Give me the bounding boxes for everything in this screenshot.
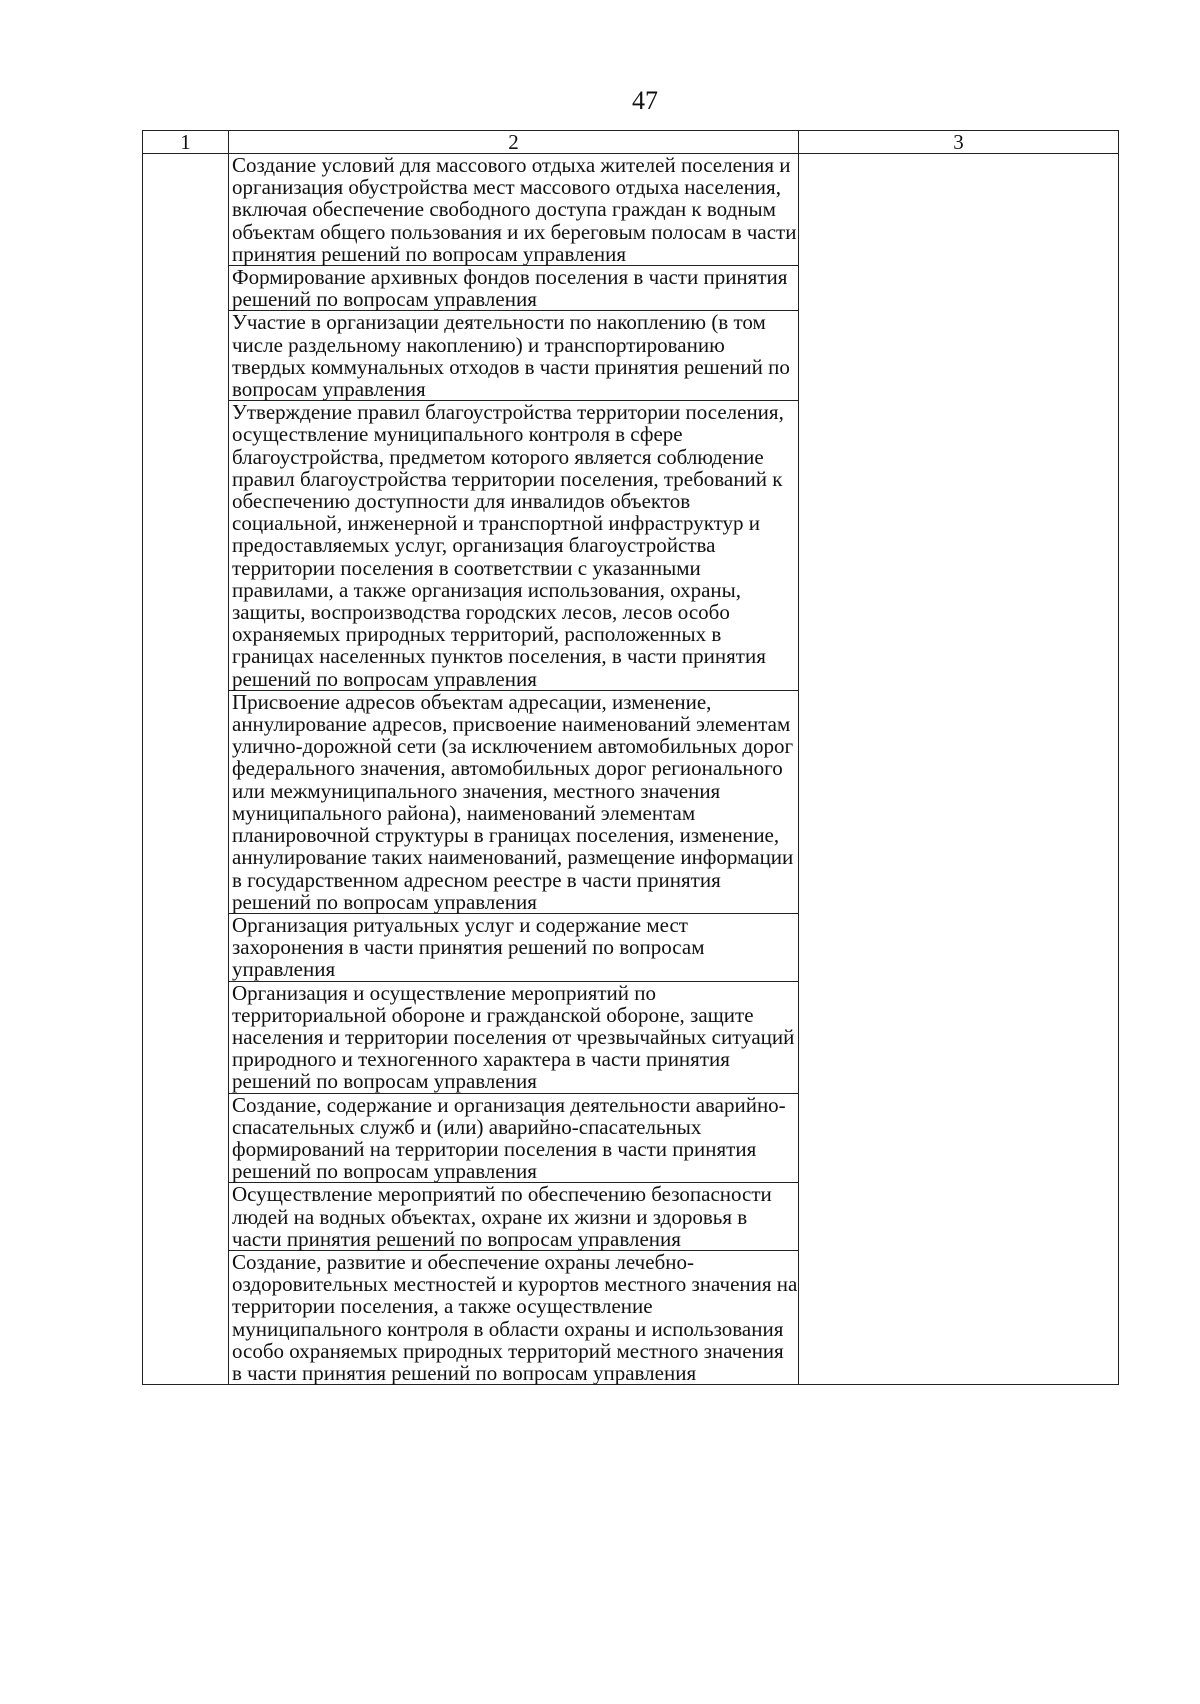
column-1-cell	[143, 154, 229, 1385]
row-text-cell	[229, 154, 799, 266]
row-text-cell	[229, 311, 799, 401]
row-text-cell	[229, 1250, 799, 1384]
column-header-2: 2	[229, 131, 799, 154]
row-text-cell	[229, 981, 799, 1093]
row-text-cell	[229, 913, 799, 981]
table-header-row	[143, 131, 1119, 154]
row-text-cell	[229, 1093, 799, 1183]
document-table	[142, 130, 1119, 1385]
row-text: Создание, развитие и обеспечение охраны лечебно-оздоровительных местностей и курортов местного значения на территории поселения, а также осуществление муниципального контроля в области охраны и использования особо охраняемых природных территорий местного значения в части принятия решений по вопросам управления	[232, 1249, 798, 1385]
column-header-1: 1	[143, 131, 229, 154]
row-text: Участие в организации деятельности по накоплению (в том числе раздельному накоплению) и транспортированию твердых коммунальных отходов в части принятия решений по вопросам управления	[232, 310, 790, 402]
table-row	[143, 154, 1119, 266]
row-text: Создание условий для массового отдыха жителей поселения и организация обустройства мест массового отдыха населения, включая обеспечение свободного доступа граждан к водным объектам общего пользования и их береговым полосам в части принятия решений по вопросам управления	[232, 153, 797, 266]
row-text-cell	[229, 401, 799, 691]
row-text: Присвоение адресов объектам адресации, изменение, аннулирование адресов, присвоение наименований элементам улично-дорожной сети (за исключением автомобильных дорог федерального значения, автомобильных дорог регионального или межмуниципального значения, местного значения муниципального района), наименований элементам планировочной структуры в границах поселения, изменение, аннулирование таких наименований, размещение информации в государственном адресном реестре в части принятия решений по вопросам управления	[232, 689, 794, 914]
row-text-cell	[229, 1183, 799, 1251]
row-text: Создание, содержание и организация деятельности аварийно-спасательных служб и (или) аварийно-спасательных формирований на территории поселения в части принятия решений по вопросам управления	[232, 1092, 786, 1184]
column-3-cell	[799, 154, 1119, 1385]
page-number: 47	[632, 86, 658, 115]
row-text: Осуществление мероприятий по обеспечению безопасности людей на водных объектах, охране их жизни и здоровья в части принятия решений по вопросам управления	[232, 1182, 772, 1251]
row-text: Формирование архивных фондов поселения в части принятия решений по вопросам управления	[232, 265, 788, 312]
row-text: Организация и осуществление мероприятий по территориальной обороне и гражданской обороне, защите населения и территории поселения от чрезвычайных ситуаций природного и техногенного характера в части принятия решений по вопросам управления	[232, 980, 795, 1094]
row-text: Организация ритуальных услуг и содержание мест захоронения в части принятия решений по вопросам управления	[232, 912, 705, 982]
row-text-cell	[229, 690, 799, 913]
row-text: Утверждение правил благоустройства территории поселения, осуществление муниципального контроля в сфере благоустройства, предметом которого является соблюдение правил благоустройства территории поселения, требований к обеспечению доступности для инвалидов объектов социальной, инженерной и транспортной инфраструктур и предоставляемых услуг, организация благоустройства территории поселения в соответствии с указанными правилами, а также организация использования, охраны, защиты, воспроизводства городских лесов, лесов особо охраняемых природных территорий, расположенных в границах населенных пунктов поселения, в части принятия решений по вопросам управления	[232, 400, 784, 691]
column-header-3: 3	[799, 131, 1119, 154]
row-text-cell	[229, 266, 799, 311]
